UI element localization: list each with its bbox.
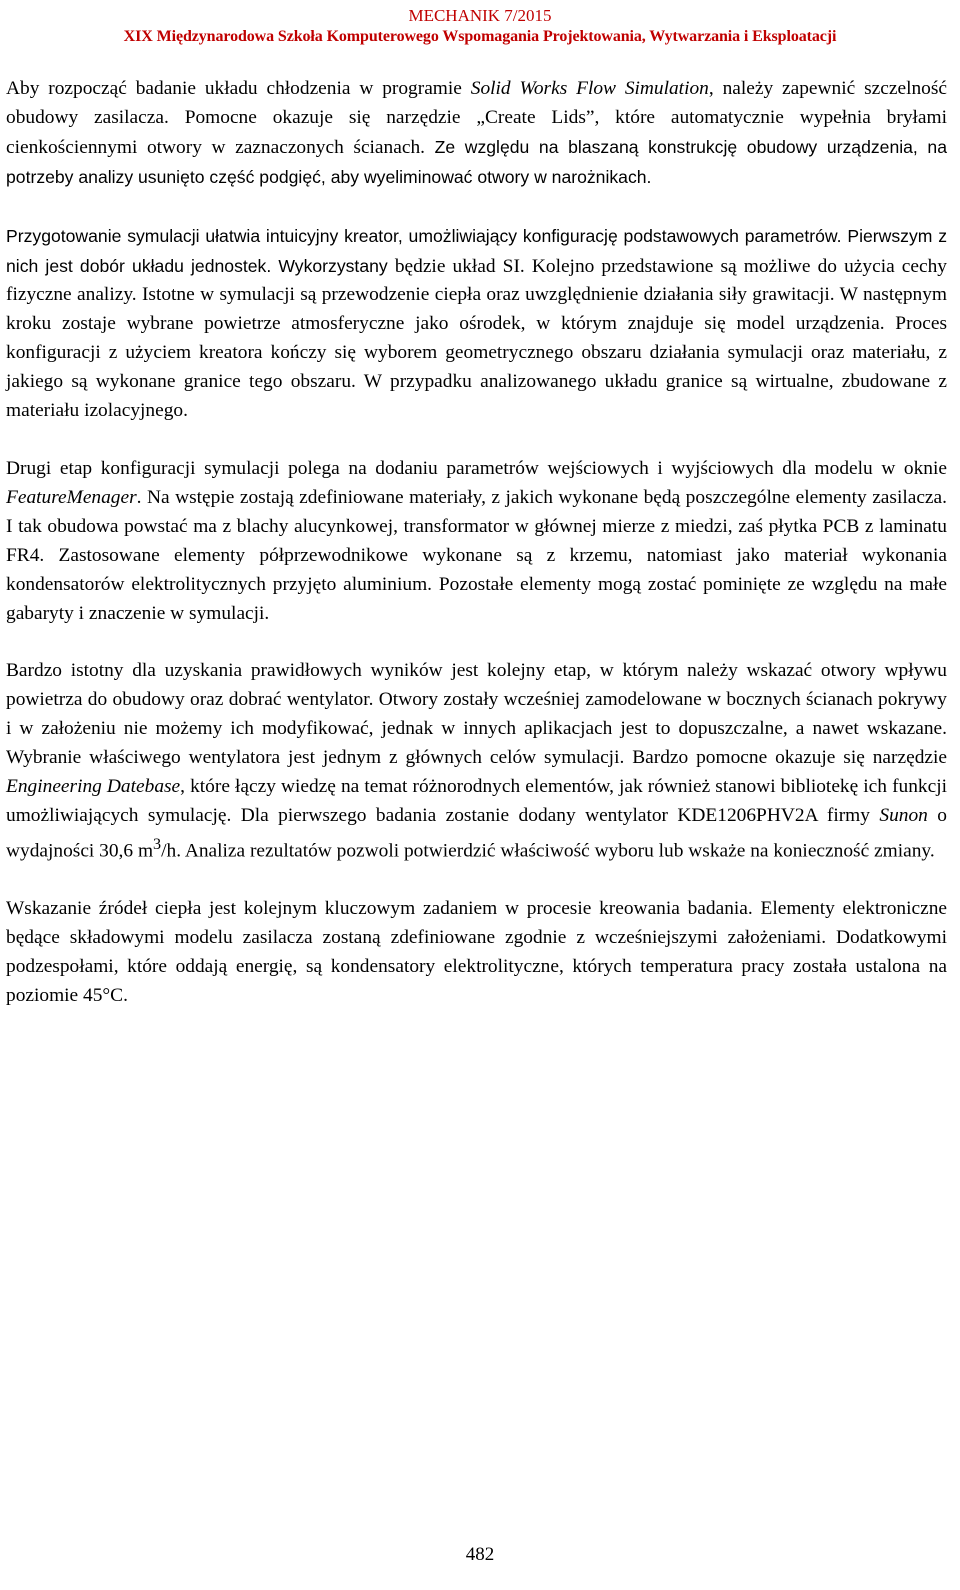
window-name-featuremenager: FeatureMenager bbox=[6, 486, 137, 508]
paragraph-4-text-a: Bardzo istotny dla uzyskania prawidłowych wyników jest kolejny etap, w którym należy wskazać otwory wpływu powietrza do obudowy oraz dobrać wentylator. Otwory zostały wcześniej zamodelowane w bocznych ścianach pokrywy i w założeniu nie możemy ich modyfikować, jednak w innych aplikacjach jest to dopuszczalne, a nawet wskazane. Wybranie właściwego wentylatora jest jednym z głównych celów symulacji. Bardzo pomocne okazuje się narzędzie bbox=[6, 660, 947, 769]
paragraph-5-text-a: Wskazanie źródeł ciepła jest kolejnym kluczowym zadaniem w procesie kreowania badania. Elementy elektroniczne będące składowymi modelu zasilacza zostaną zdefiniowane zgodnie z wcześniejszymi założeniami. Dodatkowymi podzespołami, które oddają energię, są kondensatory elektrolityczne, których temperatura pracy została ustalona na poziomie 45°C. bbox=[6, 898, 947, 1006]
paragraph-4-text-e: o wydajności 30,6 m bbox=[6, 804, 947, 862]
paragraph-1-text-e: Ze względu na blaszaną konstrukcję obudowy urządzenia, na potrzeby analizy usunięto część podgięć, aby wyeliminować otwory w narożnikach. bbox=[6, 136, 948, 187]
paragraph-3 bbox=[6, 455, 947, 628]
paragraph-1-text-d: Pomocne okazuje się narzędzie „Create Lids”, które automatycznie wypełnia bryłami cienkościennymi otwory w zaznaczonych ścianach. bbox=[6, 106, 947, 158]
paragraph-2-text-b: będzie układ SI. Kolejno przedstawione są możliwe do użycia cechy fizyczne analizy. Istotne w symulacji są przewodzenie ciepła oraz uwzględnienie działania siły grawitacji. W następnym kroku zostaje wybrane powietrze atmosferyczne jako ośrodek, w którym znajduje się model urządzenia. Proces konfiguracji z użyciem kreatora kończy się wyborem geometrycznego obszaru działania symulacji oraz materiału, z jakiego są wykonane granice tego obszaru. W przypadku analizowanego układu granice są wirtualne, zbudowane z materiału izolacyjnego. bbox=[6, 255, 947, 422]
software-name-solidworks-flow: Solid Works Flow Simulation bbox=[470, 78, 709, 99]
manufacturer-name-sunon: Sunon bbox=[879, 804, 928, 826]
journal-title: MECHANIK 7/2015 bbox=[408, 6, 552, 25]
tool-name-engineering-datebase: Engineering Datebase bbox=[6, 776, 181, 798]
paragraph-4-text-c: , które łączy wiedzę na temat różnorodnych elementów, jak również stanowi bibliotekę ich funkcji umożliwiających symulację. Dla pierwszego badania zostanie dodany wentylator KDE1206PHV2A firmy bbox=[6, 776, 947, 826]
unit-exponent: 3 bbox=[153, 835, 162, 853]
paragraph-3-text-c: . Na wstępie zostają zdefiniowane materiały, z jakich wykonane będą poszczególne elementy zasilacza. I tak obudowa powstać ma z blachy alucynkowej, transformator w głównej mierze z miedzi, zaś płytka PCB z laminatu FR4. Zastosowane elementy półprzewodnikowe wykonane są z krzemu, natomiast jako materiał wykonania kondensatorów elektrolitycznych przyjęto aluminium. Pozostałe elementy mogą zostać pominięte ze względu na małe gabaryty i znaczenie w symulacji. bbox=[6, 486, 947, 624]
conference-title: XIX Międzynarodowa Szkoła Komputerowego Wspomagania Projektowania, Wytwarzania i Eksploatacji bbox=[123, 28, 837, 45]
paragraph-4 bbox=[6, 657, 947, 866]
paragraph-5 bbox=[6, 895, 947, 1011]
paragraph-2-text-a: Przygotowanie symulacji ułatwia intuicyjny kreator, umożliwiający konfigurację podstawowych parametrów. Pierwszym z nich jest dobór układu jednostek. Wykorzystany bbox=[6, 225, 947, 276]
page-number: 482 bbox=[465, 1544, 495, 1565]
article-body bbox=[6, 75, 947, 1011]
paragraph-3-text-a: Drugi etap konfiguracji symulacji polega na dodaniu parametrów wejściowych i wyjściowych dla modelu w oknie bbox=[6, 457, 947, 479]
paragraph-1 bbox=[6, 75, 947, 193]
paragraph-1-text-c: , należy zapewnić szczelność obudowy zasilacza. bbox=[6, 78, 948, 128]
paragraph-2 bbox=[6, 222, 947, 426]
paragraph-1-text-a: Aby rozpocząć badanie układu chłodzenia w programie bbox=[6, 78, 471, 99]
page-header bbox=[0, 6, 960, 48]
paragraph-4-text-g: /h. Analiza rezultatów pozwoli potwierdzić właściwość wyboru lub wskaże na konieczność zmiany. bbox=[161, 840, 935, 862]
